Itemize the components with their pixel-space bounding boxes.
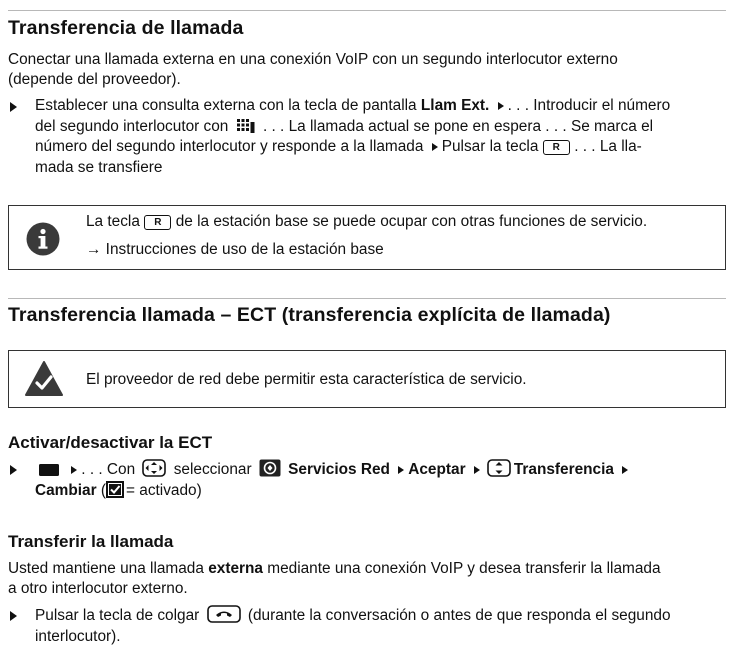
up-down-key-icon: [487, 459, 511, 477]
keypad-icon: [236, 118, 256, 134]
services-menu-icon: [259, 459, 281, 477]
info-note-line-1: [86, 208, 647, 235]
menu-servicios-red: Servicios Red: [288, 461, 390, 478]
transfer-paragraph: [8, 559, 720, 599]
step-text: Pulsar la tecla: [441, 138, 539, 155]
menu-key-icon: [38, 463, 60, 477]
step-text: . . . La lla-: [574, 138, 642, 155]
para-text: Usted mantiene una llamada: [8, 560, 204, 577]
arrow-icon: [622, 466, 628, 474]
section-title-ect: Transferencia llamada – ECT (transferencia explícita de llamada): [8, 304, 611, 326]
step-text: número del segundo interlocutor y responde a la llamada: [35, 138, 424, 155]
note-text: Instrucciones de uso de la estación base: [105, 241, 384, 258]
intro-line-2: (depende del proveedor).: [8, 71, 181, 88]
right-arrow-icon: →: [86, 241, 102, 258]
top-rule: [8, 10, 726, 11]
arrow-icon: [474, 466, 480, 474]
navigation-key-icon: [142, 459, 166, 477]
info-note-line-2: [86, 236, 384, 263]
step-text: Pulsar la tecla de colgar: [35, 607, 200, 624]
softkey-llam-ext: Llam Ext.: [420, 97, 490, 114]
section-rule: [8, 298, 726, 299]
subtitle-transfer-call: Transferir la llamada: [8, 532, 174, 551]
warning-note-text: El proveedor de red debe permitir esta característica de servicio.: [86, 371, 527, 388]
arrow-icon: [398, 466, 404, 474]
para-text: mediante una conexión VoIP y desea transferir la llamada: [267, 560, 661, 577]
arrow-icon: [71, 466, 77, 474]
softkey-cambiar: Cambiar: [35, 481, 97, 499]
bullet-icon: [10, 465, 17, 475]
step-text: (durante la conversación o antes de que responda el segundo: [247, 607, 671, 624]
para-emphasis: externa: [208, 560, 263, 577]
info-icon: [26, 222, 60, 256]
step-text: interlocutor).: [35, 627, 121, 645]
r-key: R: [144, 215, 171, 230]
softkey-aceptar: Aceptar: [408, 461, 466, 478]
step-hang-up: [8, 605, 720, 647]
step-text: (: [100, 481, 107, 499]
note-text: de la estación base se puede ocupar con otras funciones de servicio.: [175, 213, 648, 230]
end-call-key-icon: [207, 605, 241, 623]
bullet-icon: [10, 611, 17, 621]
step-text: . . . Introducir el número: [507, 97, 671, 114]
step-ect-toggle: [8, 459, 720, 501]
menu-transferencia: Transferencia: [513, 461, 614, 478]
note-text: La tecla: [86, 213, 140, 230]
arrow-icon: [498, 102, 504, 110]
section-title-transfer: Transferencia de llamada: [8, 17, 244, 39]
info-note: [8, 205, 726, 270]
warning-note: [8, 350, 726, 408]
step-text: mada se transfiere: [35, 158, 163, 176]
step-text: Establecer una consulta externa con la tecla de pantalla: [35, 97, 417, 114]
intro-line-1: Conectar una llamada externa en una conexión VoIP con un segundo interlocutor externo: [8, 51, 618, 68]
checkbox-checked-icon: [106, 481, 124, 498]
subtitle-ect-toggle: Activar/desactivar la ECT: [8, 433, 213, 452]
step-text: = activado): [126, 481, 202, 499]
step-text: del segundo interlocutor con: [35, 117, 229, 135]
step-text: seleccionar: [173, 461, 252, 478]
intro-paragraph: [8, 50, 720, 90]
bullet-icon: [10, 102, 17, 112]
check-warning-icon: [24, 360, 64, 398]
r-key: R: [543, 140, 570, 155]
para-text: a otro interlocutor externo.: [8, 580, 188, 597]
arrow-icon: [432, 143, 438, 151]
step-text: . . . La llamada actual se pone en espera . . . Se marca el: [262, 117, 654, 135]
step-transfer: [8, 96, 720, 178]
step-text: . . . Con: [81, 461, 136, 478]
